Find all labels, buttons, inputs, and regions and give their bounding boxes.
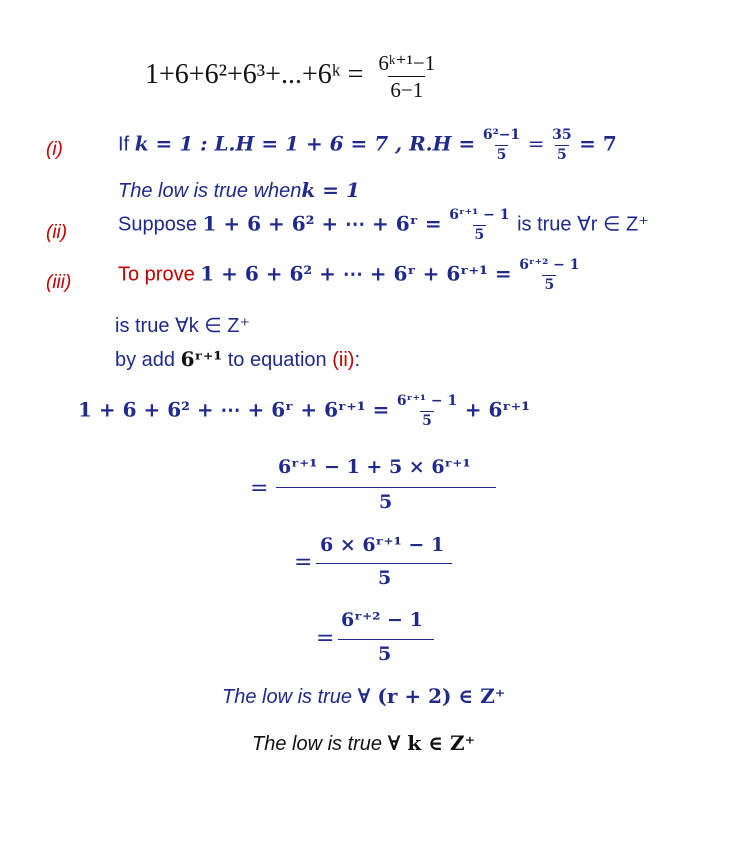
step-iii-line (118, 258, 581, 292)
derivation-step-3-numerator: 6ʳ⁺² − 1 (341, 609, 423, 631)
header-formula-lhs: 1+6+6²+6³+...+6ᵏ = (145, 58, 364, 90)
step-iii-label: (iii) (46, 272, 72, 293)
step-ii-line (118, 208, 649, 242)
derivation-eq-2: = (294, 550, 313, 575)
step-iii-fraction-denominator: 5 (544, 276, 555, 293)
derivation-eq-1: = (250, 476, 269, 501)
step-i-fraction-1 (481, 128, 522, 162)
final-line-2 (252, 731, 475, 756)
derivation-fraction-0-numerator: 6ʳ⁺¹ − 1 (396, 393, 458, 409)
derivation-step-1-denominator: 5 (379, 491, 393, 513)
step-iii-line-3-ref: (ii) (332, 349, 355, 371)
header-formula-numerator: 6ᵏ⁺¹−1 (378, 51, 436, 75)
step-i-fraction-1-numerator: 6²−1 (482, 127, 521, 143)
derivation-step-2-bar (316, 563, 452, 564)
step-i-label: (i) (46, 139, 63, 160)
final-line-2-math: ∀ k ∈ Z⁺ (387, 731, 476, 755)
header-formula-fraction (376, 52, 437, 101)
final-line-1-math: ∀ (r + 2) ∈ Z⁺ (357, 684, 506, 708)
step-iii-line-2: is true ∀k ∈ Z⁺ (115, 315, 251, 337)
header-formula (145, 52, 437, 101)
step-i-fraction-1-denominator: 5 (496, 146, 507, 163)
step-i-conclusion-math: k = 1 (301, 178, 360, 202)
derivation-fraction-0-denominator: 5 (422, 412, 432, 429)
derivation-eq-3: = (316, 626, 335, 651)
step-iii-fraction-numerator: 6ʳ⁺² − 1 (519, 257, 580, 273)
step-i-conclusion-text: The low is true when (118, 180, 302, 202)
step-iii-line-3-b: to equation (227, 349, 327, 371)
step-ii-fraction-numerator: 6ʳ⁺¹ − 1 (449, 207, 510, 223)
derivation-fraction-0-tail: + 6ʳ⁺¹ (464, 397, 530, 422)
derivation-step-2-numerator: 6 × 6ʳ⁺¹ − 1 (320, 534, 445, 556)
step-iii-fraction (517, 258, 581, 292)
final-line-2-text: The low is true (252, 733, 383, 755)
step-iii-line-3 (115, 347, 360, 372)
step-iii-line-3-c: : (354, 349, 361, 371)
step-ii-label: (ii) (46, 222, 68, 243)
step-ii-fraction-denominator: 5 (474, 226, 485, 243)
step-i-text: If (118, 133, 130, 156)
final-line-1 (222, 684, 505, 709)
step-iii-line-3-a: by add (115, 349, 176, 371)
derivation-step-3-bar (338, 639, 434, 640)
step-i-line (118, 128, 617, 162)
derivation-step-2-denominator: 5 (378, 567, 392, 589)
step-i-fraction-2-denominator: 5 (556, 146, 567, 163)
step-i-conclusion (118, 178, 360, 203)
step-ii-lhs: 1 + 6 + 6² + ⋯ + 6ʳ = (202, 211, 442, 236)
derivation-fraction-0 (395, 394, 459, 428)
step-i-condition: k = 1 : L.H = 1 + 6 = 7 , R.H = (134, 131, 476, 156)
step-i-result: = 7 (579, 131, 617, 156)
final-line-1-text: The low is true (222, 686, 353, 708)
step-ii-text: Suppose (118, 213, 197, 236)
derivation-line-1 (78, 394, 530, 428)
step-iii-text: To prove (118, 263, 195, 286)
derivation-step-1-numerator: 6ʳ⁺¹ − 1 + 5 × 6ʳ⁺¹ (278, 456, 471, 478)
header-formula-denominator: 6−1 (390, 78, 424, 103)
step-ii-tail: is true ∀r ∈ Z⁺ (517, 213, 649, 236)
step-i-equals: = (527, 131, 545, 156)
derivation-step-1-bar (276, 487, 496, 488)
step-iii-line-3-math: 6ʳ⁺¹ (180, 347, 223, 371)
step-ii-fraction (447, 208, 511, 242)
derivation-step-3-denominator: 5 (378, 643, 392, 665)
step-i-fraction-2 (550, 128, 573, 162)
step-i-fraction-2-numerator: 35 (552, 127, 572, 143)
step-iii-lhs: 1 + 6 + 6² + ⋯ + 6ʳ + 6ʳ⁺¹ = (200, 261, 512, 286)
derivation-lhs: 1 + 6 + 6² + ⋯ + 6ʳ + 6ʳ⁺¹ = (78, 397, 390, 422)
